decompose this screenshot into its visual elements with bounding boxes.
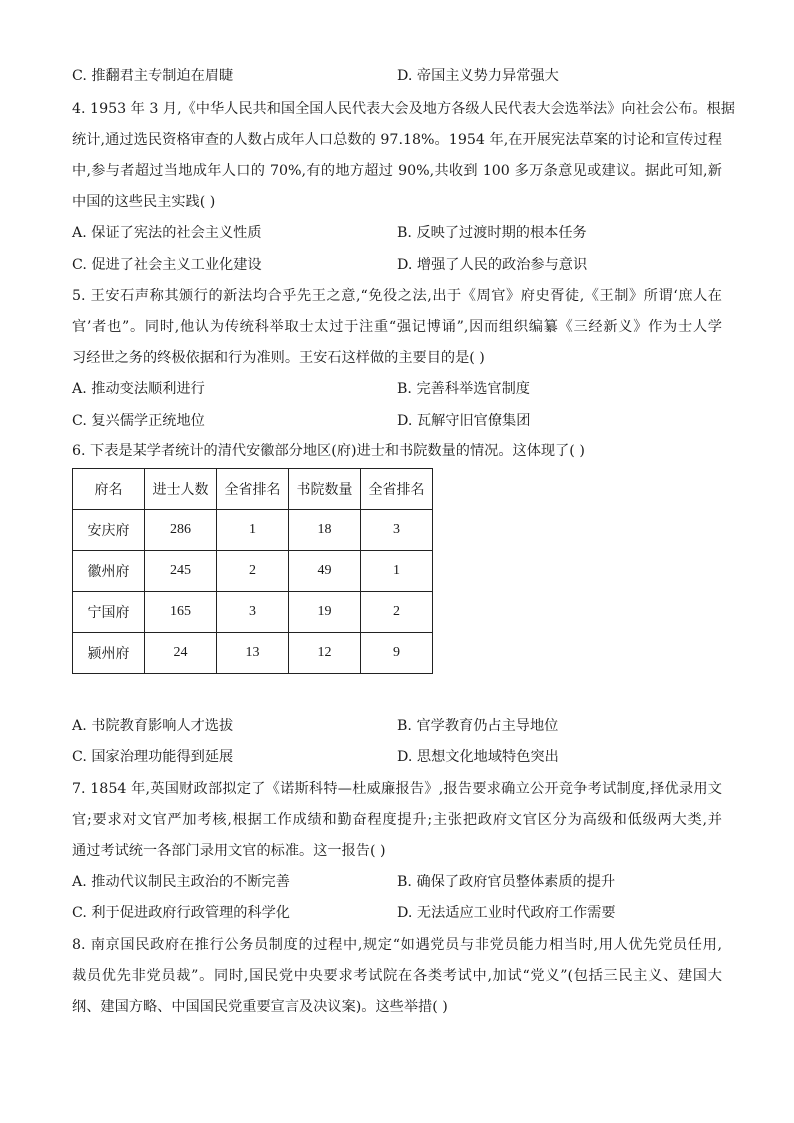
q8-stem-line-2: 裁员优先非党员裁”。同时,国民党中央要求考试院在各类考试中,加试“党义”(包括三民主义、建国大 bbox=[72, 968, 722, 984]
q4-stem-line-2: 统计,通过选民资格审查的人数占成年人口总数的 97.18%。1954 年,在开展宪法草案的讨论和宣传过程 bbox=[72, 132, 722, 148]
q6-option-c: C. 国家治理功能得到延展 bbox=[72, 749, 234, 765]
table-cell: 3 bbox=[361, 510, 433, 551]
table-cell: 24 bbox=[145, 633, 217, 674]
q3-option-c: C. 推翻君主专制迫在眉睫 bbox=[72, 68, 234, 84]
q6-stem: 6. 下表是某学者统计的清代安徽部分地区(府)进士和书院数量的情况。这体现了( ) bbox=[72, 443, 585, 459]
table-cell: 286 bbox=[145, 510, 217, 551]
q7-option-b: B. 确保了政府官员整体素质的提升 bbox=[397, 874, 616, 890]
table-row bbox=[73, 592, 433, 633]
table-row bbox=[73, 633, 433, 674]
table-header: 书院数量 bbox=[289, 469, 361, 510]
q7-stem-line-2: 官;要求对文官严加考核,根据工作成绩和勤奋程度提升;主张把政府文官区分为高级和低级两大类,并 bbox=[72, 812, 722, 828]
table-cell: 245 bbox=[145, 551, 217, 592]
q5-stem-line-1: 5. 王安石声称其颁行的新法均合乎先王之意,“免役之法,出于《周官》府史胥徒,《王制》所谓‘庶人在 bbox=[72, 288, 722, 304]
table-header: 全省排名 bbox=[361, 469, 433, 510]
table-cell: 1 bbox=[361, 551, 433, 592]
q7-stem-line-1: 7. 1854 年,英国财政部拟定了《诺斯科特—杜威廉报告》,报告要求确立公开竞争考试制度,择优录用文 bbox=[72, 781, 722, 797]
q4-stem-line-4: 中国的这些民主实践( ) bbox=[72, 194, 216, 210]
table-cell: 徽州府 bbox=[73, 551, 145, 592]
table-cell: 2 bbox=[217, 551, 289, 592]
q5-option-b: B. 完善科举选官制度 bbox=[397, 381, 530, 397]
table-cell: 1 bbox=[217, 510, 289, 551]
q4-option-b: B. 反映了过渡时期的根本任务 bbox=[397, 225, 587, 241]
table-cell: 安庆府 bbox=[73, 510, 145, 551]
q7-option-a: A. 推动代议制民主政治的不断完善 bbox=[72, 874, 290, 890]
table-cell: 165 bbox=[145, 592, 217, 633]
q5-option-a: A. 推动变法顺利进行 bbox=[72, 381, 205, 397]
q8-stem-line-1: 8. 南京国民政府在推行公务员制度的过程中,规定“如遇党员与非党员能力相当时,用人优先党员任用, bbox=[72, 937, 722, 953]
q8-stem-line-3: 纲、建国方略、中国国民党重要宣言及决议案)。这些举措( ) bbox=[72, 999, 448, 1015]
q3-option-d: D. 帝国主义势力异常强大 bbox=[397, 68, 559, 84]
q6-option-d: D. 思想文化地域特色突出 bbox=[397, 749, 559, 765]
q4-option-c: C. 促进了社会主义工业化建设 bbox=[72, 257, 262, 273]
table-row bbox=[73, 510, 433, 551]
data-table bbox=[72, 468, 433, 674]
q4-option-a: A. 保证了宪法的社会主义性质 bbox=[72, 225, 262, 241]
table-header: 府名 bbox=[73, 469, 145, 510]
table-header: 进士人数 bbox=[145, 469, 217, 510]
table-cell: 12 bbox=[289, 633, 361, 674]
table-cell: 49 bbox=[289, 551, 361, 592]
q7-stem-line-3: 通过考试统一各部门录用文官的标准。这一报告( ) bbox=[72, 843, 386, 859]
q4-stem-line-1: 4. 1953 年 3 月,《中华人民共和国全国人民代表大会及地方各级人民代表大会选举法》向社会公布。根据 bbox=[72, 101, 735, 117]
q5-stem-line-3: 习经世之务的终极依据和行为准则。王安石这样做的主要目的是( ) bbox=[72, 350, 485, 366]
q5-option-d: D. 瓦解守旧官僚集团 bbox=[397, 413, 531, 429]
table-cell: 18 bbox=[289, 510, 361, 551]
table-header: 全省排名 bbox=[217, 469, 289, 510]
q5-stem-line-2: 官’者也”。同时,他认为传统科举取士太过于注重“强记博诵”,因而组织编纂《三经新义》作为士人学 bbox=[72, 319, 722, 335]
table-row bbox=[73, 551, 433, 592]
table-cell: 19 bbox=[289, 592, 361, 633]
q6-option-b: B. 官学教育仍占主导地位 bbox=[397, 718, 559, 734]
table-cell: 2 bbox=[361, 592, 433, 633]
q4-option-d: D. 增强了人民的政治参与意识 bbox=[397, 257, 588, 273]
table-header-row bbox=[73, 469, 433, 510]
q7-option-d: D. 无法适应工业时代政府工作需要 bbox=[397, 905, 616, 921]
table-cell: 宁国府 bbox=[73, 592, 145, 633]
q6-option-a: A. 书院教育影响人才选拔 bbox=[72, 718, 234, 734]
table-cell: 13 bbox=[217, 633, 289, 674]
table-cell: 颍州府 bbox=[73, 633, 145, 674]
q7-option-c: C. 利于促进政府行政管理的科学化 bbox=[72, 905, 290, 921]
table-cell: 9 bbox=[361, 633, 433, 674]
q4-stem-line-3: 中,参与者超过当地成年人口的 70%,有的地方超过 90%,共收到 100 多万条意见或建议。据此可知,新 bbox=[72, 163, 722, 179]
table-cell: 3 bbox=[217, 592, 289, 633]
q5-option-c: C. 复兴儒学正统地位 bbox=[72, 413, 205, 429]
